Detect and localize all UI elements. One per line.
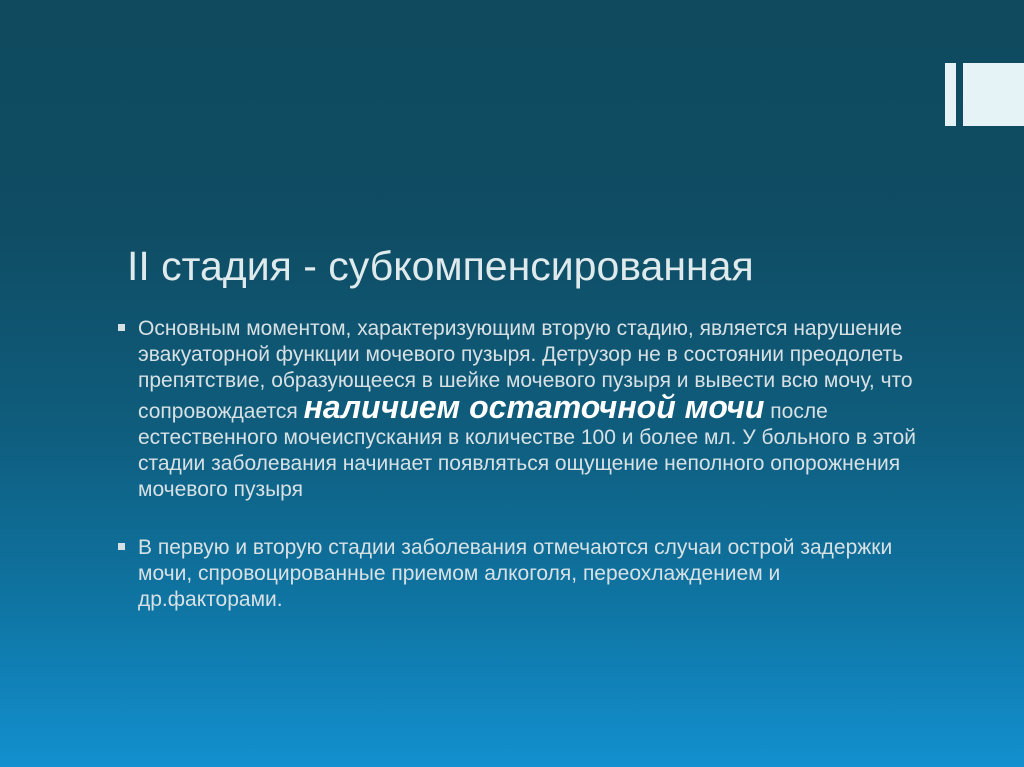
bullet-marker-icon xyxy=(118,543,125,550)
bullet-item-1 xyxy=(118,316,918,503)
slide-title: II стадия - субкомпенсированная xyxy=(127,243,754,289)
bullet-text-start: Основным моментом, характеризующим вторую стадию, является нарушение эвакуаторной функции мочевого пузыря. Детрузор не в состоянии преодолеть препятствие, образующееся в шейке мочевого пузыря и вывести всю мочу, что сопровождается xyxy=(138,317,913,423)
bullet-item-2 xyxy=(118,535,918,613)
emphasized-text: наличием остаточной мочи xyxy=(303,389,765,425)
decorative-bar-wide xyxy=(963,63,1024,126)
bullet-marker-icon xyxy=(118,324,125,331)
decorative-bar-thin xyxy=(945,63,956,126)
slide-content xyxy=(118,316,918,613)
bullet-text: В первую и вторую стадии заболевания отмечаются случаи острой задержки мочи, спровоцированные приемом алкоголя, переохлаждением и др.факторами. xyxy=(138,536,893,611)
bullet-text-end: после естественного мочеиспускания в количестве 100 и более мл. У больного в этой стадии заболевания начинает появляться ощущение неполного опорожнения мочевого пузыря xyxy=(138,400,916,501)
